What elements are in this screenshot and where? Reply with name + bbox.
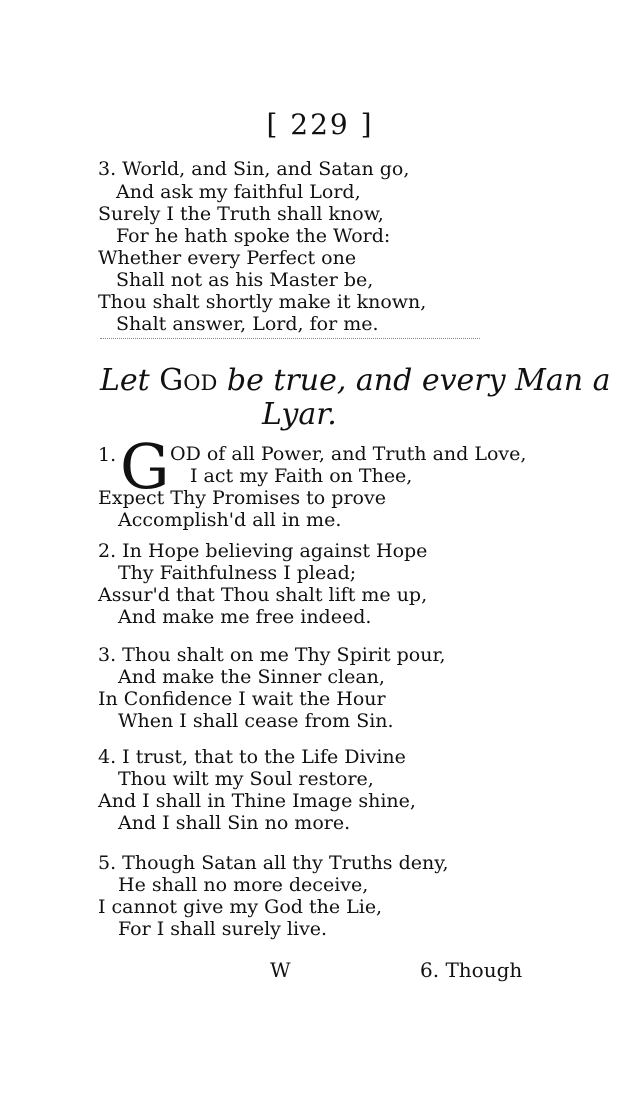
prev-stanza-line-4: For he hath spoke the Word:	[116, 225, 391, 247]
title-word-let: Let	[100, 363, 150, 398]
prev-stanza-line-3: Surely I the Truth shall know,	[98, 203, 384, 225]
section-divider	[100, 338, 480, 339]
stanza-1-number: 1.	[98, 444, 117, 466]
stanza-3-line-2: And make the Sinner clean,	[118, 666, 385, 688]
stanza-3-line-1: 3. Thou shalt on me Thy Spirit pour,	[98, 644, 446, 666]
drop-cap-letter: G	[120, 430, 170, 503]
stanza-1-line-3: Expect Thy Promises to prove	[98, 487, 386, 509]
stanza-4-line-1: 4. I trust, that to the Life Divine	[98, 746, 406, 768]
stanza-4-line-2: Thou wilt my Soul restore,	[118, 768, 374, 790]
stanza-5-line-3: I cannot give my God the Lie,	[98, 896, 383, 918]
stanza-3-line-4: When I shall cease from Sin.	[118, 710, 394, 732]
prev-stanza-line-8: Shalt answer, Lord, for me.	[116, 313, 379, 335]
page-number: [ 229 ]	[266, 108, 374, 141]
stanza-5-line-1: 5. Though Satan all thy Truths deny,	[98, 852, 449, 874]
prev-stanza-line-6: Shall not as his Master be,	[116, 269, 374, 291]
signature-mark: W	[270, 958, 291, 982]
stanza-4-line-4: And I shall Sin no more.	[118, 812, 351, 834]
stanza-2-line-2: Thy Faithfulness I plead;	[118, 562, 357, 584]
stanza-5-line-4: For I shall surely live.	[118, 918, 328, 940]
title-word-god: God	[159, 363, 218, 398]
stanza-3-line-3: In Confidence I wait the Hour	[98, 688, 386, 710]
stanza-1-line-2: I act my Faith on Thee,	[190, 465, 413, 487]
prev-stanza-line-2: And ask my faithful Lord,	[116, 181, 361, 203]
hymn-title-line-1	[100, 364, 610, 398]
hymn-title-line-2: Lyar.	[262, 397, 337, 432]
stanza-4-line-3: And I shall in Thine Image shine,	[98, 790, 416, 812]
stanza-2-line-4: And make me free indeed.	[118, 606, 372, 628]
prev-stanza-line-5: Whether every Perfect one	[98, 247, 357, 269]
prev-stanza-line-1: 3. World, and Sin, and Satan go,	[98, 158, 410, 180]
title-rest: be true, and every Man a	[226, 363, 611, 398]
stanza-1-line-4: Accomplish'd all in me.	[118, 509, 342, 531]
stanza-2-line-1: 2. In Hope believing against Hope	[98, 540, 428, 562]
stanza-5-line-2: He shall no more deceive,	[118, 874, 369, 896]
catchword: 6. Though	[420, 958, 523, 982]
prev-stanza-line-7: Thou shalt shortly make it known,	[98, 291, 427, 313]
stanza-1-line-1: OD of all Power, and Truth and Love,	[170, 443, 527, 465]
stanza-2-line-3: Assur'd that Thou shalt lift me up,	[98, 584, 428, 606]
